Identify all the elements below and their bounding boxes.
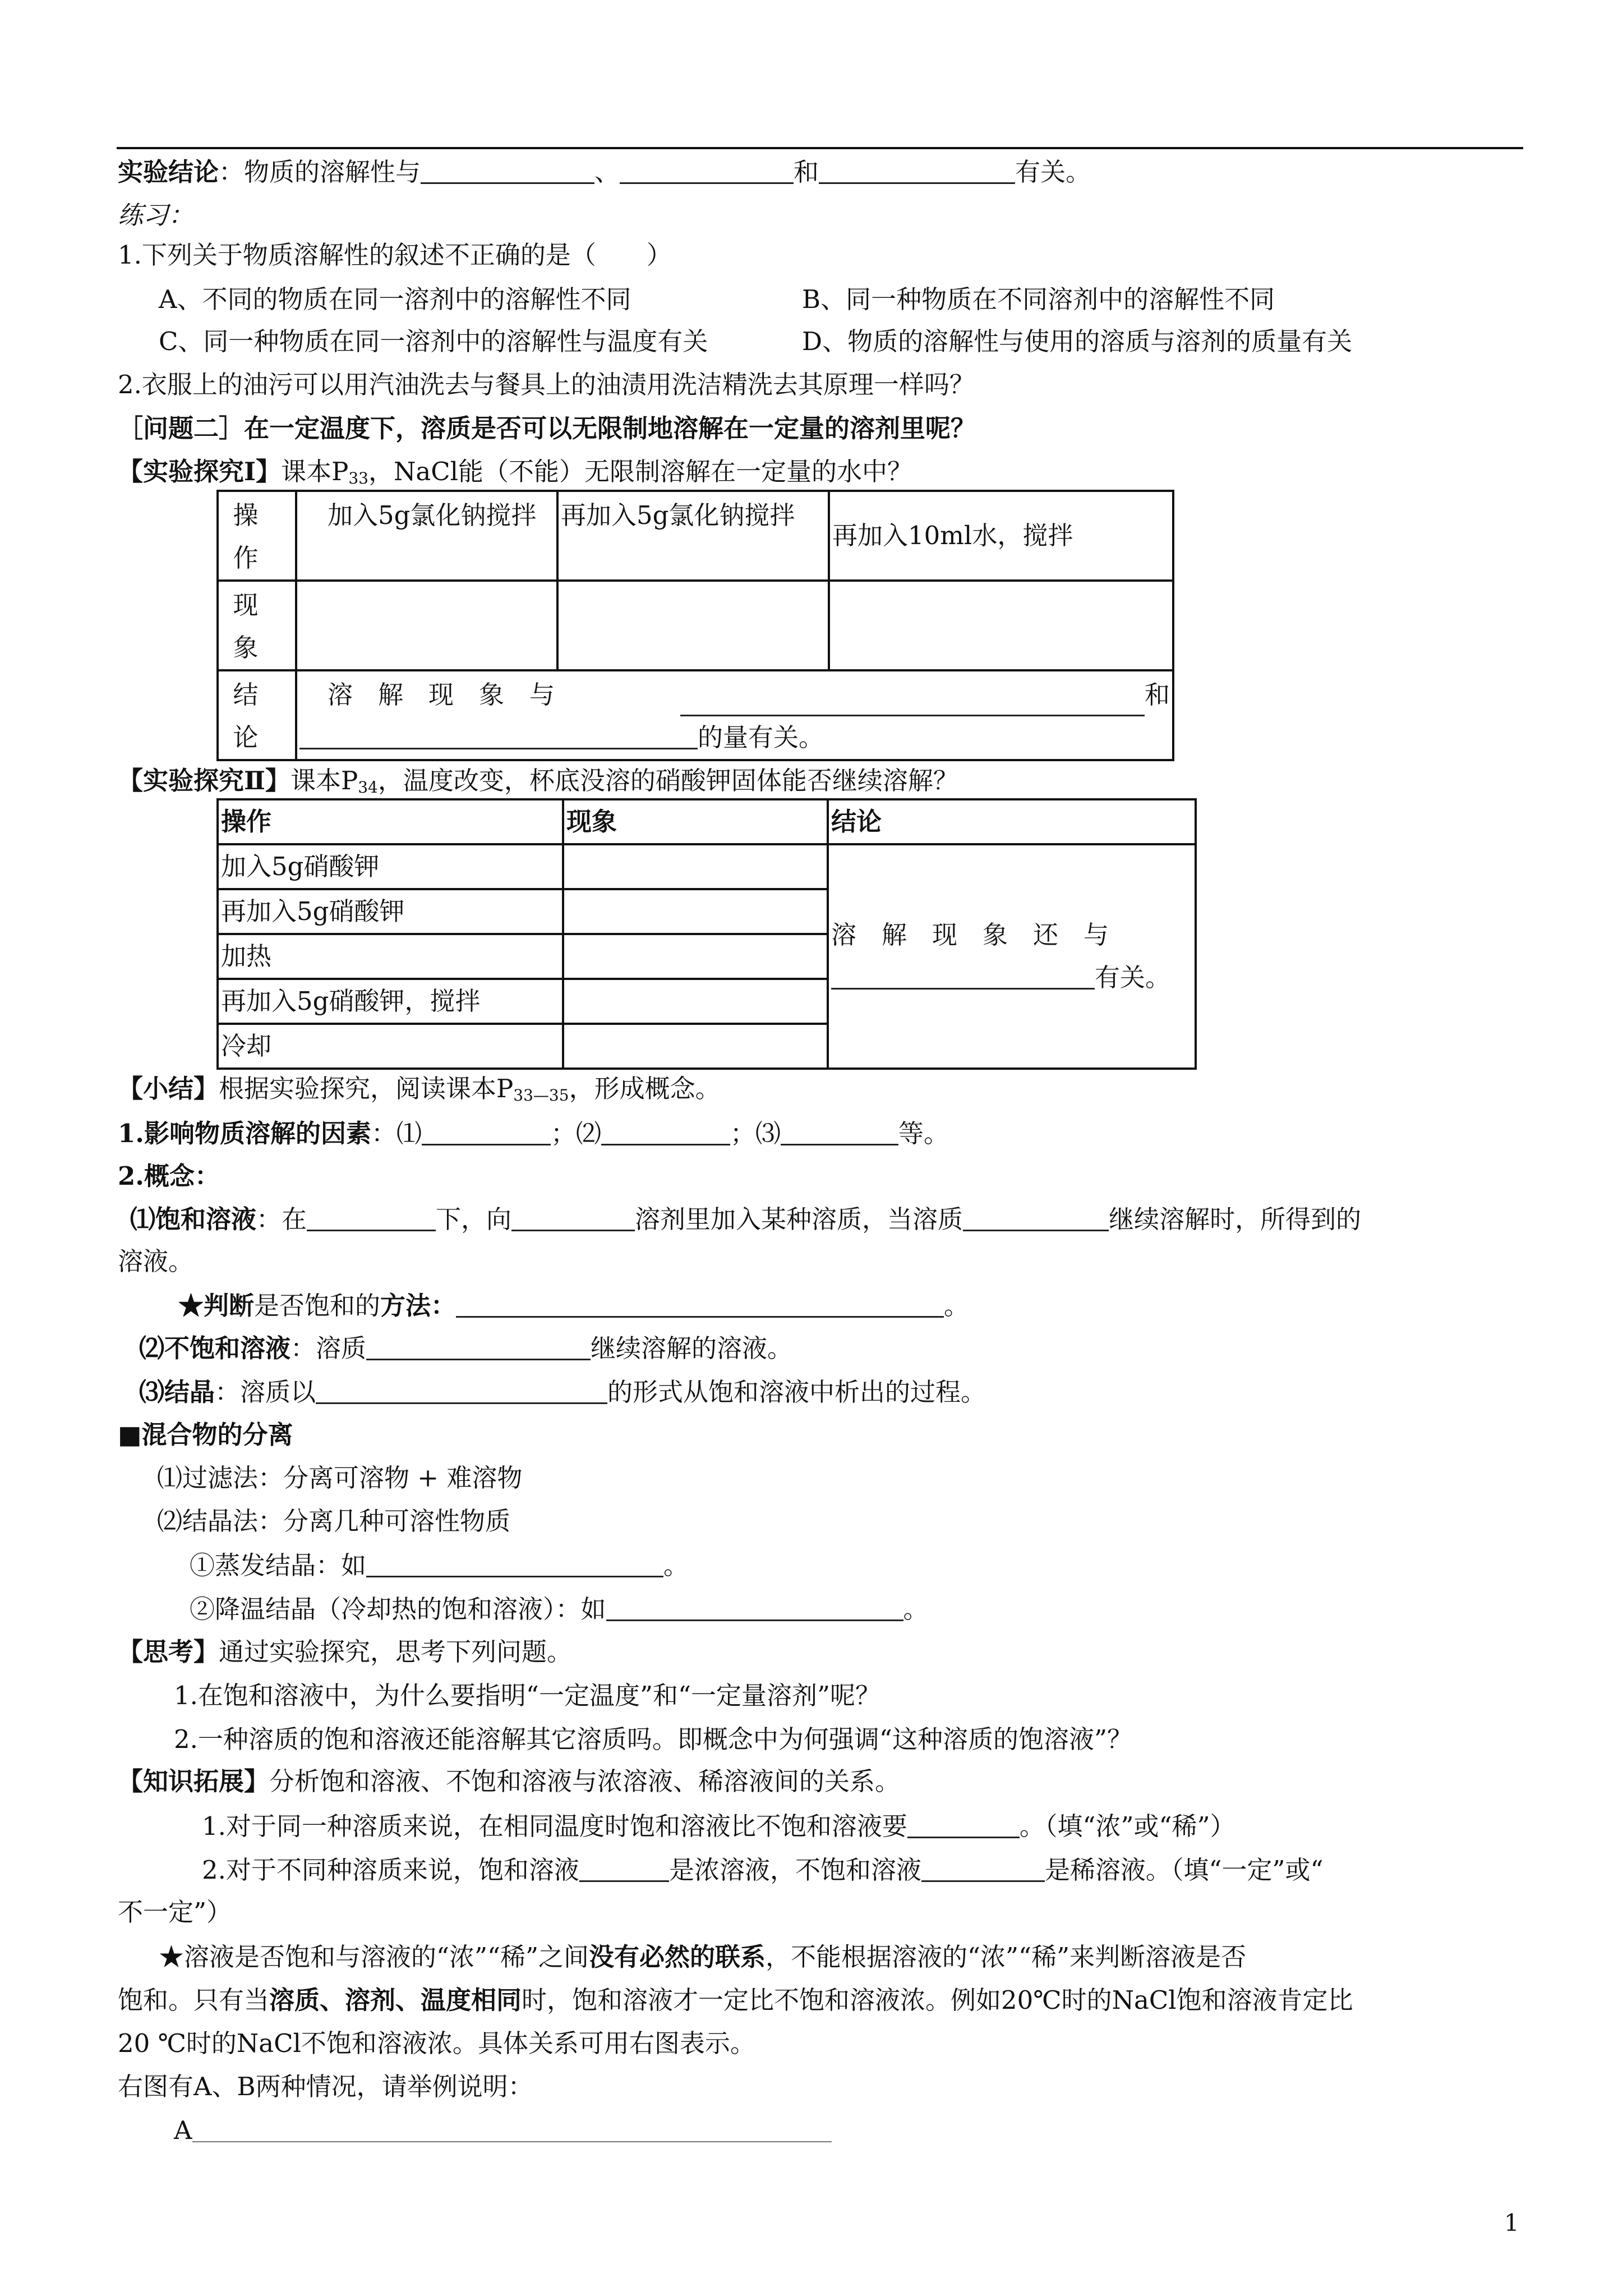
method-end: 。 [903,1594,929,1624]
conclusion-cell [828,844,1196,1069]
row-header-conclusion [218,670,296,760]
definition-text: ：在 [256,1204,307,1234]
blank [606,1596,903,1621]
factor-marker: ；⑶ [730,1119,781,1148]
experiment-2-table [216,798,1197,1070]
summary-text: 根据实验探究，阅读课本P [219,1074,514,1103]
note-text: ，不能根据溶液的“浓”“稀”来判断溶液是否 [766,1942,1247,1972]
phenomenon-cell [563,979,828,1024]
question-text: 是稀溶液。（填“一定”或“ [1044,1855,1324,1885]
filtration-method: ⑴过滤法：分离可溶物 + 难溶物 [157,1463,523,1493]
blank [963,1206,1109,1231]
answer-line [192,2119,832,2142]
row-header-label: 结论 [233,680,281,752]
cell-text: 和 [1144,680,1170,710]
option-a: A、不同的物质在同一溶剂中的溶解性不同 [159,284,631,314]
extension-heading [118,1766,901,1796]
question-text: 2.对于不同种溶质来说，饱和溶液 [202,1855,579,1885]
blank [831,964,1095,990]
judge-method-label: 方法： [380,1291,457,1320]
page-subscript: 34 [358,778,378,797]
table-row [218,670,1173,760]
cell-text: 加入5g氯化钠搅拌 [328,500,537,530]
judge-label: ★判断 [178,1291,255,1320]
table-row [218,844,1196,889]
crystallization-method: ⑵结晶法：分离几种可溶性物质 [157,1506,511,1536]
extension-label: 【知识拓展】 [118,1766,270,1796]
note-text: 时，饱和溶液才一定比不饱和溶液浓。例如20℃时的NaCl饱和溶液肯定比 [522,1985,1353,2015]
saturated-label: ⑴饱和溶液 [130,1204,257,1234]
separator: 和 [794,157,819,187]
phenomenon-cell [563,844,828,889]
method-end: 。 [663,1550,689,1580]
question-text: 1.对于同一种溶质来说，在相同温度时饱和溶液比不饱和溶液要 [202,1811,907,1841]
conclusion-text: ：物质的溶解性与 [219,157,421,187]
note-line-1 [159,1944,1246,1970]
definition-text: 下，向 [436,1204,512,1234]
operation-cell: 加入5g硝酸钾 [218,844,563,889]
question-text: 。（填“浓”或“稀”） [1019,1811,1235,1841]
definition-text: ：溶质 [291,1333,367,1363]
blank [620,159,794,184]
summary-label: 【小结】 [118,1074,219,1103]
extension-question-1 [202,1813,1235,1839]
table-cell [829,581,1173,670]
cell-text: 溶 解 现 象 与 [328,680,555,710]
think-heading [118,1637,573,1667]
blank [819,159,1015,184]
note-text: ★溶液是否饱和与溶液的“浓”“稀”之间 [159,1942,589,1972]
practice-question-2: 2.衣服上的油污可以用汽油洗去与餐具上的油渍用洗洁精洗去其原理一样吗？ [118,370,975,399]
question-text: 是浓溶液，不饱和溶液 [668,1855,921,1885]
think-question-1: 1.在饱和溶液中，为什么要指明“一定温度”和“一定量溶剂”呢？ [174,1681,880,1710]
option-b: B、同一种物质在不同溶剂中的溶解性不同 [802,284,1275,314]
blank [316,1379,607,1404]
operation-cell: 再加入5g硝酸钾，搅拌 [218,979,563,1024]
row-header-label: 现象 [233,590,281,662]
blank [907,1813,1020,1838]
factors-label: 1.影响物质溶解的因素 [118,1119,371,1148]
table-row [218,491,1173,581]
experiment-conclusion [118,159,1091,185]
table-cell [296,581,557,670]
blank [422,1120,551,1145]
definition-text: 溶剂里加入某种溶质，当溶质 [635,1204,963,1234]
unsaturated-label: ⑵不饱和溶液 [139,1333,291,1363]
option-d: D、物质的溶解性与使用的溶质与溶剂的质量有关 [802,326,1353,356]
blank [307,1206,436,1231]
summary-text-end: ，形成概念。 [569,1074,721,1103]
experiment-2-heading [118,768,958,795]
page-number: 1 [1504,2209,1519,2237]
experiment-2-text: 课本P [290,766,358,795]
experiment-2-question: ，温度改变，杯底没溶的硝酸钾固体能否继续溶解？ [377,766,958,795]
experiment-1-table [216,490,1174,761]
cooling-crystallization [190,1596,929,1622]
header-rule [117,147,1523,149]
experiment-1-heading [118,459,912,486]
blank [680,691,1145,716]
separation-heading: ■混合物的分离 [118,1420,293,1450]
blank [511,1206,635,1231]
definition-text: 继续溶解时，所得到的 [1109,1204,1362,1234]
column-header-conclusion: 结论 [828,799,1196,844]
column-header-operation: 操作 [218,799,563,844]
table-row [218,799,1196,844]
blank [921,1857,1045,1882]
extension-question-2-continued: 不一定”） [118,1897,232,1927]
note-line-4: 右图有A、B两种情况，请举例说明： [118,2072,533,2101]
option-c: C、同一种物质在同一溶剂中的溶解性与温度有关 [159,326,708,356]
table-cell [557,581,829,670]
table-row [218,581,1173,670]
note-line-3: 20 ℃时的NaCl不饱和溶液浓。具体关系可用右图表示。 [118,2028,755,2058]
extension-question-2 [202,1857,1323,1883]
saturated-solution-definition [130,1206,1361,1232]
conclusion-label: 实验结论 [118,157,219,187]
note-text: 饱和。只有当 [118,1985,270,2015]
separator: 、 [594,157,620,187]
extension-text: 分析饱和溶液、不饱和溶液与浓溶液、稀溶液间的关系。 [269,1766,901,1796]
experiment-1-label: 【实验探究Ⅰ】 [118,457,282,486]
cell-text: 溶 解 现 象 还 与 [831,920,1109,950]
phenomenon-cell [563,934,828,979]
blank [456,1292,944,1318]
crystallization-label: ⑶结晶 [139,1377,215,1407]
operation-cell: 冷却 [218,1024,563,1069]
cell-text: 的量有关。 [698,723,824,752]
cell-text: 有关。 [1095,963,1171,992]
row-header-label: 操作 [233,500,281,573]
think-text: 通过实验探究，思考下列问题。 [219,1637,573,1667]
experiment-2-label: 【实验探究Ⅱ】 [118,766,291,795]
definition-text: ：溶质以 [215,1377,316,1407]
example-a [174,2115,832,2145]
cell-text: 再加入10ml水，搅拌 [832,521,1073,550]
judgement-method [178,1292,969,1318]
crystallization-definition [139,1379,986,1405]
definition-text: 的形式从饱和溶液中析出的过程。 [607,1377,986,1407]
concepts-heading: 2.概念： [118,1161,220,1191]
conclusion-cell [296,670,1173,760]
note-emphasis: 溶质、溶剂、温度相同 [269,1985,522,2015]
problem-2-heading: ［问题二］在一定温度下，溶质是否可以无限制地溶解在一定量的溶剂里呢？ [118,413,976,443]
cell-text: 再加入5g氯化钠搅拌 [561,500,795,530]
think-question-2: 2.一种溶质的饱和溶液还能溶解其它溶质吗。即概念中为何强调“这种溶质的饱溶液”？ [174,1724,1132,1754]
row-header-phenomenon [218,581,296,670]
blank [366,1335,591,1360]
dissolution-factors [118,1120,949,1146]
blank [299,724,698,749]
note-line-2 [118,1987,1353,2013]
evaporation-crystallization [190,1552,689,1578]
unsaturated-solution-definition [139,1335,792,1361]
blank [579,1857,669,1882]
note-emphasis: 没有必然的联系 [589,1942,766,1972]
operation-cell: 再加入5g硝酸钾 [218,889,563,934]
judge-text: 是否饱和的 [254,1291,381,1320]
phenomenon-cell [563,889,828,934]
blank [366,1552,663,1577]
definition-text: 继续溶解的溶液。 [591,1333,793,1363]
factors-end: 等。 [898,1119,949,1148]
saturated-solution-continued: 溶液。 [118,1246,194,1276]
phenomenon-cell [563,1024,828,1069]
practice-question-1: 1.下列关于物质溶解性的叙述不正确的是（ ） [118,240,672,270]
page-subscript: 33 [348,469,368,487]
practice-heading: 练习： [118,200,194,230]
summary [118,1076,721,1103]
table-cell [829,491,1173,581]
factor-marker: ；⑵ [551,1119,602,1148]
method-text: ②降温结晶（冷却热的饱和溶液）：如 [190,1594,606,1624]
operation-cell: 加热 [218,934,563,979]
experiment-1-question: ，NaCl能（不能）无限制溶解在一定量的水中？ [368,457,913,486]
column-header-phenomenon: 现象 [563,799,828,844]
table-cell [557,491,829,581]
factor-marker: ：⑴ [371,1119,422,1148]
page-subscript: 33—35 [513,1086,569,1105]
blank [601,1120,730,1145]
row-header-operation [218,491,296,581]
experiment-1-text: 课本P [281,457,349,486]
blank [781,1120,898,1145]
table-cell [296,491,557,581]
conclusion-end: 有关。 [1015,157,1091,187]
judge-end: 。 [944,1291,970,1320]
example-label: A [174,2115,192,2145]
method-text: ①蒸发结晶：如 [190,1550,367,1580]
blank [421,159,594,184]
think-label: 【思考】 [118,1637,219,1667]
